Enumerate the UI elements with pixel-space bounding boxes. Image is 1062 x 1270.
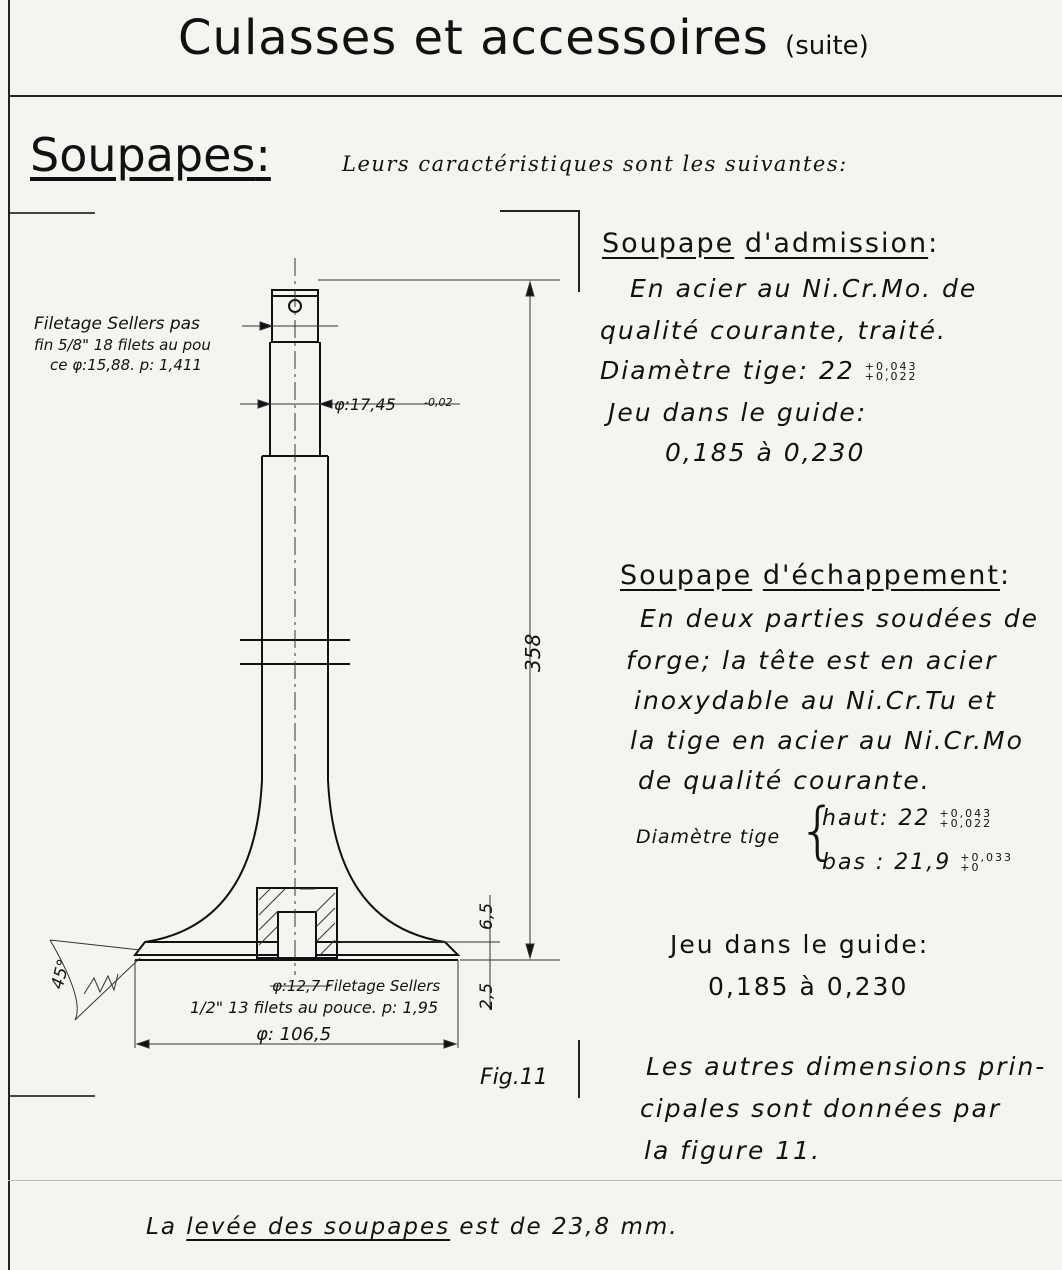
haut-tol-lower: +0,022 — [939, 817, 993, 830]
admission-tol-lower: +0,022 — [864, 370, 918, 383]
bas-tol-lower: +0 — [960, 861, 981, 874]
echappement-brace: { — [798, 794, 838, 867]
footer-text-2: levée des soupapes — [186, 1214, 451, 1240]
footer-text-1: La — [146, 1214, 177, 1240]
footer-text — [146, 1214, 679, 1240]
admission-heading-word: Soupape — [602, 228, 735, 259]
echappement-line-5: de qualité courante. — [638, 766, 931, 795]
admission-jeu-label: Jeu dans le guide: — [608, 398, 868, 427]
admission-tol-upper: +0,043 — [864, 360, 918, 373]
echappement-jeu-label: Jeu dans le guide: — [670, 930, 930, 959]
dim-6-5: 6,5 — [477, 902, 497, 930]
admission-diameter-tolerance — [865, 362, 918, 382]
section-intro: Leurs caractéristiques sont les suivantes: — [342, 152, 848, 176]
note-line-3: la figure 11. — [644, 1136, 822, 1165]
note-line-1: Les autres dimensions prin- — [646, 1052, 1047, 1081]
head-diameter-label: φ: 106,5 — [256, 1024, 332, 1045]
admission-diameter — [600, 356, 918, 385]
echappement-bas — [822, 850, 1013, 875]
page-title-suffix: (suite) — [785, 31, 869, 61]
angle-label: 45° — [47, 957, 75, 992]
admission-line-2: qualité courante, traité. — [600, 316, 947, 345]
echappement-jeu-value: 0,185 à 0,230 — [708, 972, 909, 1001]
thread-top-label-2: fin 5/8" 18 filets au pou — [34, 336, 211, 354]
echappement-heading-colon: : — [1000, 560, 1012, 591]
bas-tol-upper: +0,033 — [960, 851, 1014, 864]
echappement-line-4: la tige en acier au Ni.Cr.Mo — [630, 726, 1024, 755]
thread-top-label-1: Filetage Sellers pas — [34, 314, 200, 334]
footer-text-3: est de 23,8 mm. — [459, 1214, 679, 1240]
admission-heading — [602, 228, 939, 259]
stem-diameter-label: φ:17,45 — [334, 395, 396, 414]
figure-caption: Fig.11 — [480, 1065, 548, 1090]
valve-drawing — [0, 0, 600, 1110]
note-line-2: cipales sont données par — [640, 1094, 1002, 1123]
echappement-bas-tolerance — [960, 853, 1013, 873]
dim-2-5: 2,5 — [477, 982, 497, 1010]
page-title-main: Culasses et accessoires — [178, 10, 769, 66]
echappement-line-1: En deux parties soudées de — [640, 604, 1040, 633]
echappement-bas-label: bas : 21,9 — [822, 850, 952, 875]
echappement-heading-type: d'échappement — [762, 560, 1000, 591]
section-title-colon: : — [255, 128, 271, 182]
bottom-divider — [8, 1180, 1062, 1181]
admission-heading-colon: : — [928, 228, 940, 259]
echappement-diameter-label: Diamètre tige — [636, 826, 781, 848]
echappement-haut-tolerance — [939, 809, 992, 829]
haut-tol-upper: +0,043 — [939, 807, 993, 820]
valve-fillet-right — [328, 780, 445, 942]
echappement-heading — [620, 560, 1011, 591]
section-title-text: Soupapes — [30, 128, 256, 182]
thread-bottom-label-1: φ:12,7 Filetage Sellers — [272, 977, 441, 995]
echappement-haut-label: haut: 22 — [822, 806, 931, 831]
echappement-line-3: inoxydable au Ni.Cr.Tu et — [634, 686, 997, 715]
echappement-heading-word: Soupape — [620, 560, 753, 591]
admission-heading-type: d'admission — [744, 228, 929, 259]
echappement-line-2: forge; la tête est en acier — [626, 646, 998, 675]
thread-top-label-3: ce φ:15,88. p: 1,411 — [50, 356, 202, 374]
admission-jeu-value: 0,185 à 0,230 — [665, 438, 866, 467]
echappement-haut — [822, 806, 992, 831]
stem-diameter-tolerance: -0,02 — [424, 396, 453, 409]
admission-diameter-label: Diamètre tige: 22 — [600, 356, 855, 385]
admission-line-1: En acier au Ni.Cr.Mo. de — [630, 274, 978, 303]
thread-bottom-label-2: 1/2" 13 filets au pouce. p: 1,95 — [190, 998, 439, 1017]
length-dimension: 358 — [521, 633, 545, 672]
valve-fillet-left — [145, 780, 262, 942]
